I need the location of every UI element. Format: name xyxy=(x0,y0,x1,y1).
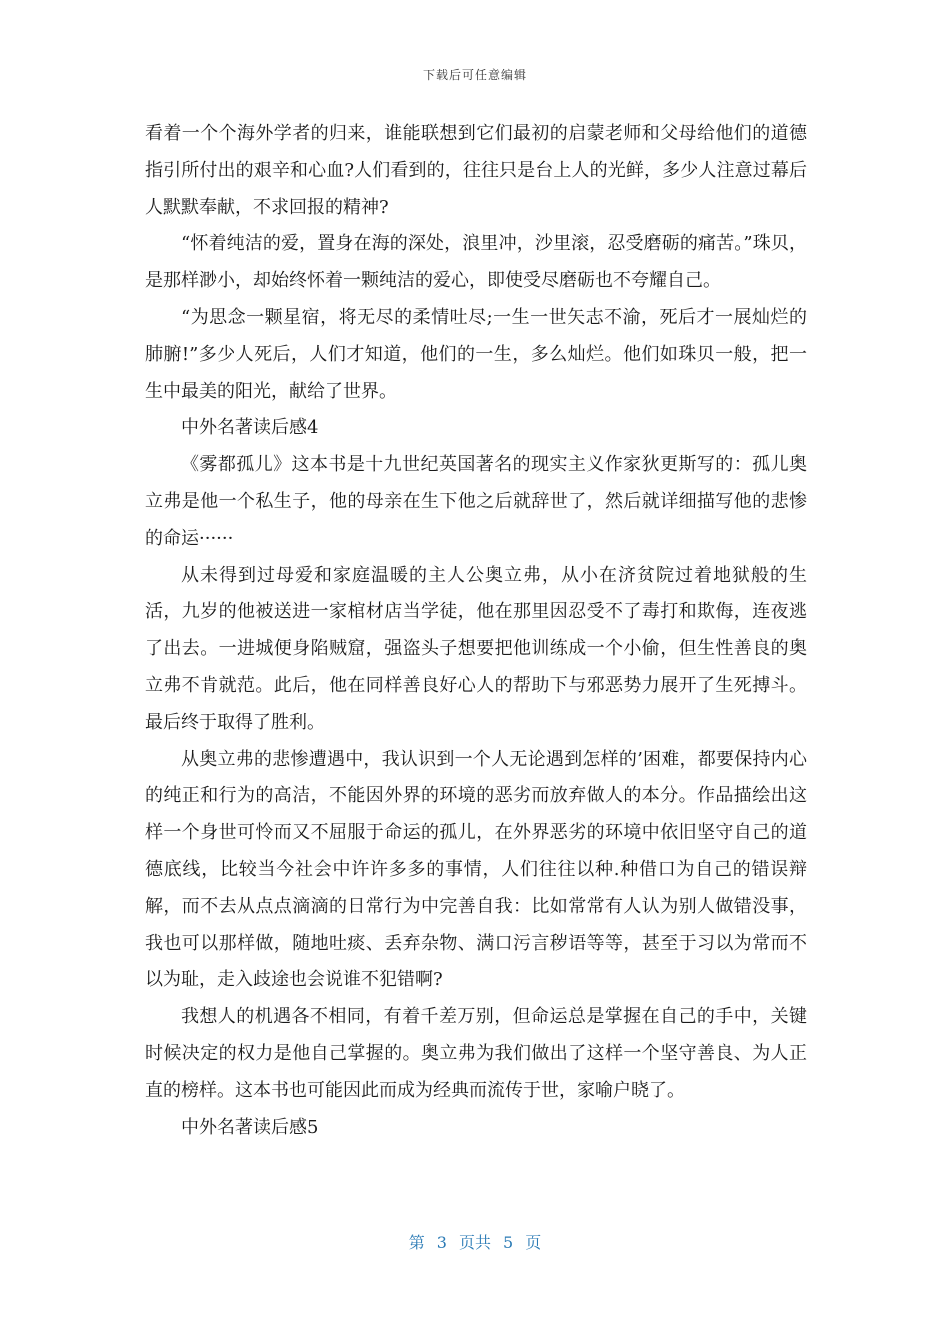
footer-page-number: 3 xyxy=(436,1233,447,1252)
paragraph-4: 《雾都孤儿》这本书是十九世纪英国著名的现实主义作家狄更斯写的：孤儿奥立弗是他一个私生子，他的母亲在生下他之后就辞世了，然后就详细描写他的悲惨的命运······ xyxy=(145,454,807,549)
paragraph-3: “为思念一颗星宿，将无尽的柔情吐尽;一生一世矢志不渝，死后才一展灿烂的肺腑!”多少人死后，人们才知道，他们的一生，多么灿烂。他们如珠贝一般，把一生中最美的阳光，献给了世界。 xyxy=(145,306,807,402)
paragraph-7: 我想人的机遇各不相同，有着千差万别，但命运总是掌握在自己的手中，关键时候决定的权力是他自己掌握的。奥立弗为我们做出了这样一个坚守善良、为人正直的榜样。这本书也可能因此而成为经典而流传于世，家喻户晓了。 xyxy=(145,1006,807,1101)
paragraph-5: 从未得到过母爱和家庭温暖的主人公奥立弗，从小在济贫院过着地狱般的生活，九岁的他被送进一家棺材店当学徒，他在那里因忍受不了毒打和欺侮，连夜逃了出去。一进城便身陷贼窟，强盗头子想要把他训练成一个小偷，但生性善良的奥立弗不肯就范。此后，他在同样善良好心人的帮助下与邪恶势力展开了生死搏斗。最后终于取得了胜利。 xyxy=(145,564,807,733)
section-heading-4: 中外名著读后感4 xyxy=(181,417,319,439)
document-body xyxy=(145,116,807,1146)
footer-prefix: 第 xyxy=(408,1233,425,1252)
page-footer xyxy=(0,1230,950,1253)
footer-suffix: 页 xyxy=(525,1233,542,1252)
footer-total-pages: 5 xyxy=(503,1233,514,1252)
paragraph-1: 看着一个个海外学者的归来，谁能联想到它们最初的启蒙老师和父母给他们的道德指引所付出的艰辛和心血?人们看到的，往往只是台上人的光鲜，多少人注意过幕后人默默奉献，不求回报的精神? xyxy=(145,123,807,218)
paragraph-2: “怀着纯洁的爱，置身在海的深处，浪里冲，沙里滚，忍受磨砺的痛苦。”珠贝，是那样渺小，却始终怀着一颗纯洁的爱心，即使受尽磨砺也不夸耀自己。 xyxy=(145,233,807,292)
page-header: 下载后可任意编辑 xyxy=(422,68,527,82)
paragraph-6: 从奥立弗的悲惨遭遇中，我认识到一个人无论遇到怎样的’困难，都要保持内心的纯正和行为的高洁，不能因外界的环境的恶劣而放弃做人的本分。作品描绘出这样一个身世可怜而又不屈服于命运的孤儿，在外界恶劣的环境中依旧坚守自己的道德底线，比较当今社会中许许多多的事情，人们往往以种.种借口为自己的错误辩解，而不去从点点滴滴的日常行为中完善自我：比如常常有人认为别人做错没事，我也可以那样做，随地吐痰、丢弃杂物、满口污言秽语等等，甚至于习以为常而不以为耻，走入歧途也会说谁不犯错啊? xyxy=(145,748,807,991)
section-heading-5: 中外名著读后感5 xyxy=(181,1116,319,1138)
footer-middle: 页共 xyxy=(458,1233,491,1252)
